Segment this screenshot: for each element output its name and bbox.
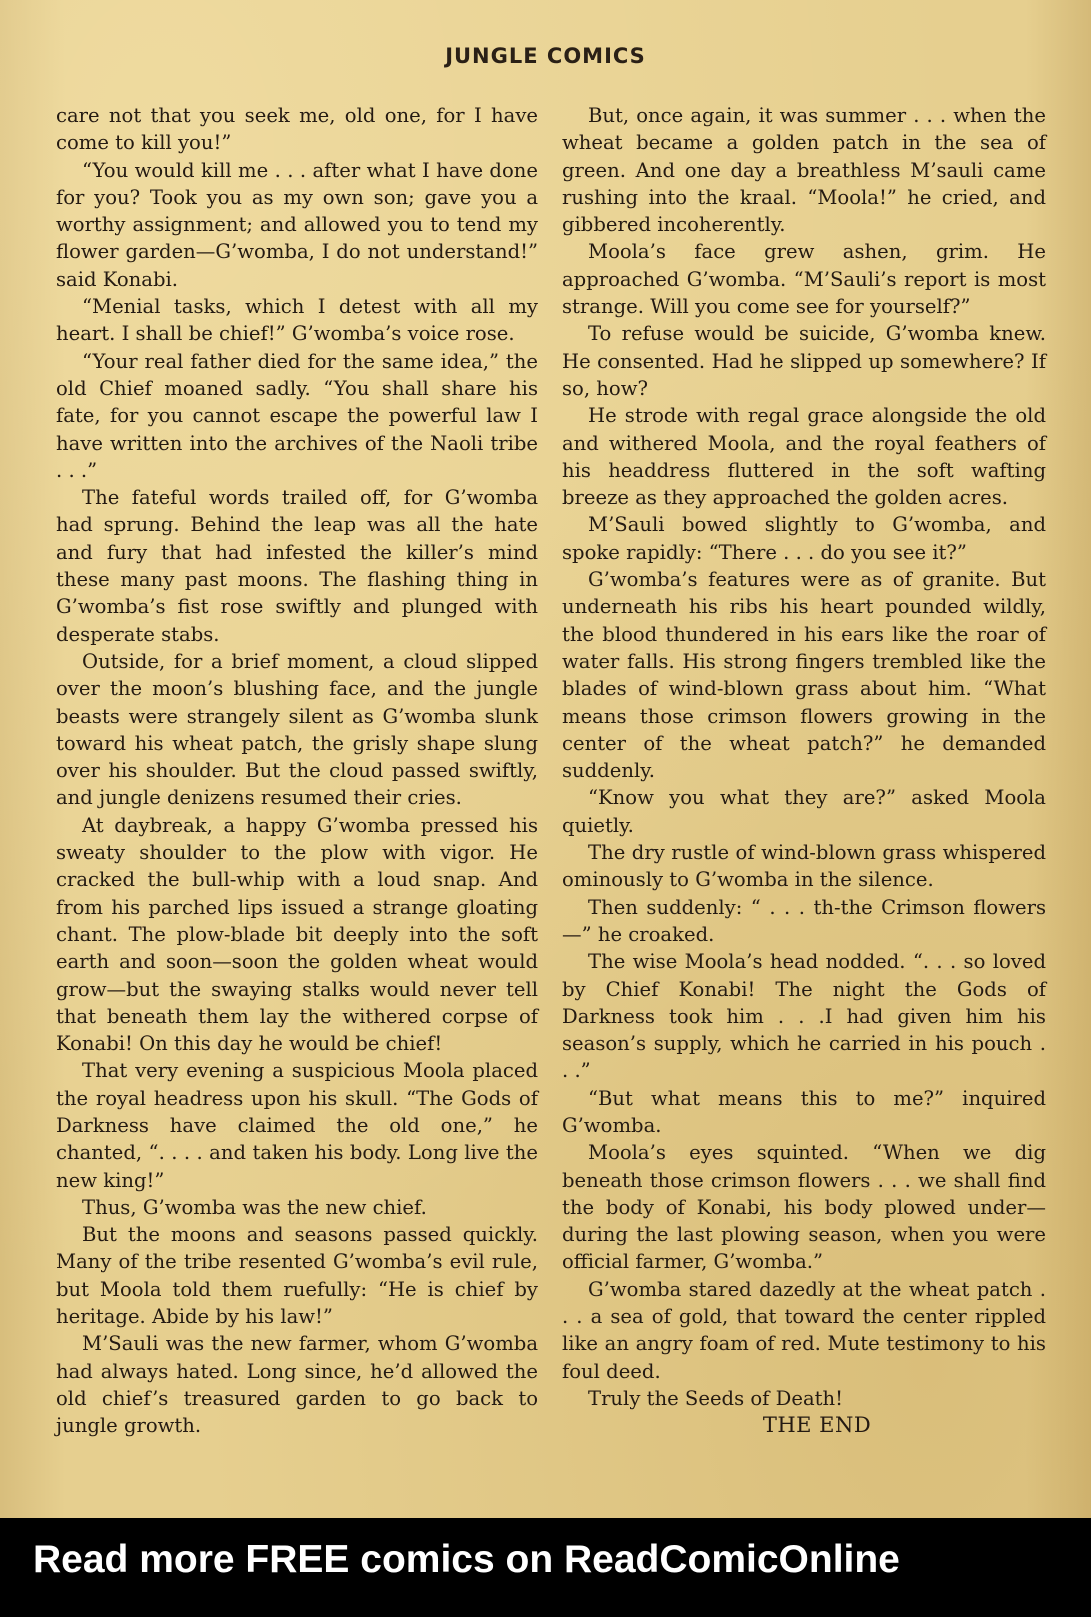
story-paragraph: That very evening a suspicious Moola placed the royal headress upon his skull. “The Gods of Darkness have claimed the old one,” he chanted, “. . . . and taken his body. Long live the new king!” [56, 1059, 538, 1192]
the-end-label: THE END [762, 1413, 872, 1438]
story-paragraph: “Your real father died for the same idea,” the old Chief moaned sadly. “You shall share his fate, for you cannot escape the powerful law I have written into the archives of the Naoli tribe . . .” [56, 349, 538, 482]
story-paragraph: M’Sauli bowed slightly to G’womba, and spoke rapidly: “There . . . do you see it?” [562, 513, 1046, 564]
story-paragraph: Truly the Seeds of Death! [588, 1386, 844, 1410]
story-paragraph: Outside, for a brief moment, a cloud slipped over the moon’s blushing face, and the jungle beasts were strangely silent as G’womba slunk toward his wheat patch, the grisly shape slung over his shoulder. But the cloud passed swiftly, and jungle denizens resumed their cries. [56, 649, 538, 810]
story-paragraph: But, once again, it was summer . . . when the wheat became a golden patch in the sea of green. And one day a breathless M’sauli came rushing into the kraal. “Moola!” he cried, and gibbered incoherently. [562, 104, 1046, 237]
story-paragraph: care not that you seek me, old one, for I have come to kill you!” [56, 104, 538, 155]
story-paragraph: Thus, G’womba was the new chief. [82, 1195, 427, 1219]
story-paragraph: Then suddenly: “ . . . th-the Crimson flowers—” he croaked. [562, 895, 1046, 946]
story-paragraph: “Know you what they are?” asked Moola quietly. [562, 786, 1046, 837]
story-paragraph: Moola’s eyes squinted. “When we dig beneath those crimson flowers . . . we shall find the body of Konabi, his body plowed under—during the last plowing season, when you were official farmer, G’womba.” [562, 1141, 1046, 1274]
story-paragraph: To refuse would be suicide, G’womba knew. He consented. Had he slipped up somewhere? If so, how? [562, 322, 1046, 400]
running-head: JUNGLE COMICS [445, 44, 646, 68]
story-paragraph: M’Sauli was the new farmer, whom G’womba had always hated. Long since, he’d allowed the old chief’s treasured garden to go back to jungle growth. [56, 1332, 538, 1438]
story-paragraph: G’womba stared dazedly at the wheat patch . . . a sea of gold, that toward the center rippled like an angry foam of red. Mute testimony to his foul deed. [562, 1277, 1046, 1383]
story-paragraph: G’womba’s features were as of granite. But underneath his ribs his heart pounded wildly, the blood thundered in his ears like the roar of water falls. His strong fingers trembled like the blades of wind-blown grass about him. “What means those crimson flowers growing in the center of the wheat patch?” he demanded suddenly. [562, 568, 1046, 783]
story-paragraph: But the moons and seasons passed quickly. Many of the tribe resented G’womba’s evil rule, but Moola told them ruefully: “He is chief by heritage. Abide by his law!” [56, 1223, 538, 1329]
story-paragraph: At daybreak, a happy G’womba pressed his sweaty shoulder to the plow with vigor. He cracked the bull-whip with a loud snap. And from his parched lips issued a strange gloating chant. The plow-blade bit deeply into the soft earth and soon—soon the golden wheat would grow—but the swaying stalks would never tell that beneath them lay the withered corpse of Konabi! On this day he would be chief! [56, 813, 538, 1056]
story-paragraph: “Menial tasks, which I detest with all my heart. I shall be chief!” G’womba’s voice rose. [56, 295, 538, 346]
story-paragraph: “But what means this to me?” inquired G’womba. [562, 1086, 1046, 1137]
story-column-left [56, 102, 538, 1440]
story-paragraph: The wise Moola’s head nodded. “. . . so loved by Chief Konabi! The night the Gods of Darkness took him . . .I had given him his season’s supply, which he carried in his pouch . . .” [562, 950, 1046, 1083]
story-paragraph: The fateful words trailed off, for G’womba had sprung. Behind the leap was all the hate and fury that had infested the killer’s mind these many past moons. The flashing thing in G’womba’s fist rose swiftly and plunged with desperate stabs. [56, 486, 538, 646]
story-column-right [562, 102, 1046, 1440]
story-paragraph: “You would kill me . . . after what I have done for you? Took you as my own son; gave you a worthy assignment; and allowed you to tend my flower garden—G’womba, I do not understand!” said Konabi. [56, 158, 538, 291]
story-paragraph: The dry rustle of wind-blown grass whispered ominously to G’womba in the silence. [562, 841, 1046, 892]
story-paragraph: Moola’s face grew ashen, grim. He approached G’womba. “M’Sauli’s report is most strange. Will you come see for yourself?” [562, 240, 1046, 319]
promo-banner[interactable] [0, 1518, 1091, 1617]
story-paragraph: He strode with regal grace alongside the old and withered Moola, and the royal feathers of his headdress fluttered in the soft wafting breeze as they approached the golden acres. [562, 404, 1046, 510]
promo-banner-text[interactable]: Read more FREE comics on ReadComicOnline [33, 1538, 900, 1581]
